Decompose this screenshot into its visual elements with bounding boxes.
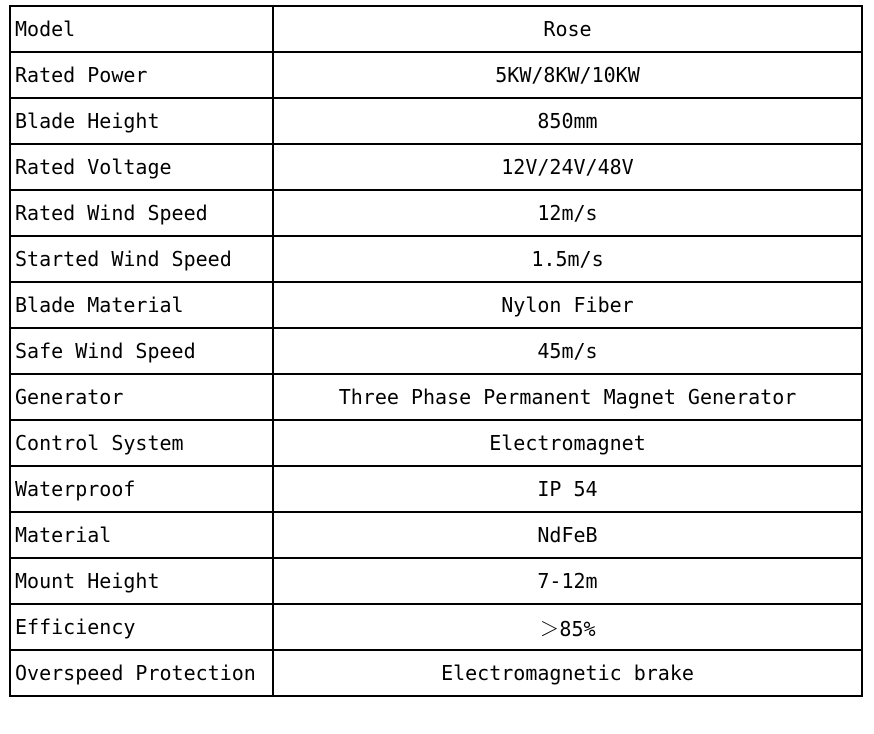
row-value: 12m/s bbox=[273, 190, 862, 236]
row-value: 45m/s bbox=[273, 328, 862, 374]
table-row bbox=[10, 190, 862, 236]
row-label: Mount Height bbox=[10, 558, 273, 604]
table-row bbox=[10, 236, 862, 282]
row-label: Generator bbox=[10, 374, 273, 420]
row-value: Electromagnetic brake bbox=[273, 650, 862, 696]
row-value: 7-12m bbox=[273, 558, 862, 604]
table-row bbox=[10, 466, 862, 512]
table-row bbox=[10, 328, 862, 374]
table-row bbox=[10, 98, 862, 144]
row-value: ＞85% bbox=[273, 604, 862, 650]
row-label: Started Wind Speed bbox=[10, 236, 273, 282]
table-row bbox=[10, 374, 862, 420]
row-label: Waterproof bbox=[10, 466, 273, 512]
row-label: Rated Voltage bbox=[10, 144, 273, 190]
row-value: IP 54 bbox=[273, 466, 862, 512]
row-value: 5KW/8KW/10KW bbox=[273, 52, 862, 98]
row-label: Blade Material bbox=[10, 282, 273, 328]
row-value: Electromagnet bbox=[273, 420, 862, 466]
spec-table-body bbox=[10, 6, 862, 696]
table-row bbox=[10, 420, 862, 466]
table-row bbox=[10, 650, 862, 696]
spec-table bbox=[9, 5, 863, 697]
table-row bbox=[10, 558, 862, 604]
table-row bbox=[10, 144, 862, 190]
row-value: Nylon Fiber bbox=[273, 282, 862, 328]
row-label: Efficiency bbox=[10, 604, 273, 650]
row-label: Rated Wind Speed bbox=[10, 190, 273, 236]
table-row bbox=[10, 604, 862, 650]
row-label: Blade Height bbox=[10, 98, 273, 144]
row-value: 12V/24V/48V bbox=[273, 144, 862, 190]
row-value: 1.5m/s bbox=[273, 236, 862, 282]
row-value: NdFeB bbox=[273, 512, 862, 558]
table-row bbox=[10, 512, 862, 558]
row-label: Material bbox=[10, 512, 273, 558]
row-value: Rose bbox=[273, 6, 862, 52]
table-row bbox=[10, 282, 862, 328]
row-value: 850mm bbox=[273, 98, 862, 144]
table-row bbox=[10, 52, 862, 98]
row-label: Overspeed Protection bbox=[10, 650, 273, 696]
row-label: Model bbox=[10, 6, 273, 52]
row-value: Three Phase Permanent Magnet Generator bbox=[273, 374, 862, 420]
table-row bbox=[10, 6, 862, 52]
row-label: Safe Wind Speed bbox=[10, 328, 273, 374]
row-label: Rated Power bbox=[10, 52, 273, 98]
row-label: Control System bbox=[10, 420, 273, 466]
